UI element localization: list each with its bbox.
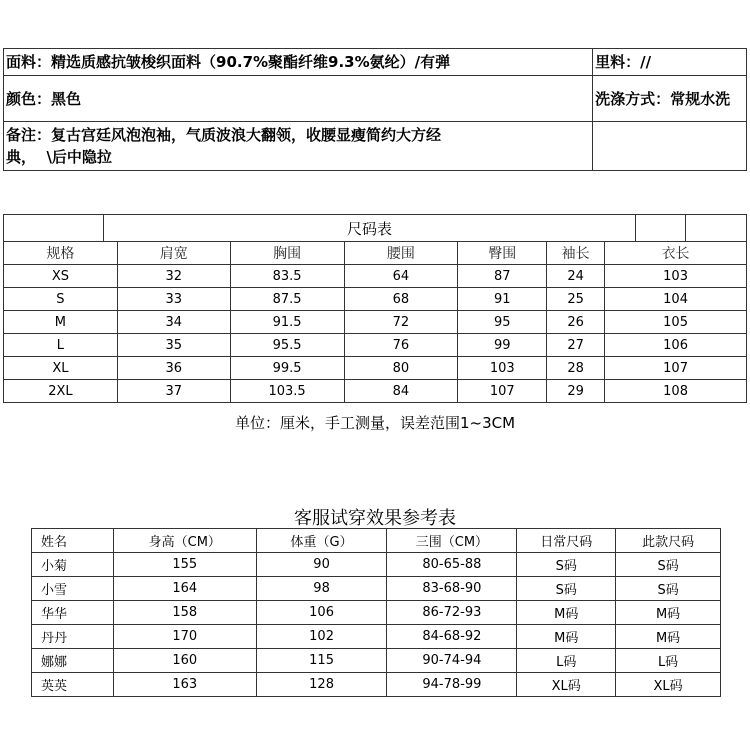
size-cell: 80 xyxy=(344,357,458,380)
fit-cell: 小菊 xyxy=(32,553,114,577)
fit-cell: 94-78-99 xyxy=(387,673,517,697)
remark-cell xyxy=(4,122,593,171)
size-header-cell: 腰围 xyxy=(344,242,458,265)
fit-cell: 86-72-93 xyxy=(387,601,517,625)
size-body xyxy=(4,265,747,403)
size-cell: 68 xyxy=(344,288,458,311)
fit-cell: 英英 xyxy=(32,673,114,697)
size-cell: 103.5 xyxy=(230,380,344,403)
fit-cell: 80-65-88 xyxy=(387,553,517,577)
remark-line-2: 典， \后中隐拉 xyxy=(6,148,112,166)
size-cell: 91 xyxy=(458,288,547,311)
fit-cell: 163 xyxy=(113,673,256,697)
fit-cell: S码 xyxy=(517,577,616,601)
size-header-cell: 规格 xyxy=(4,242,118,265)
size-cell: 32 xyxy=(117,265,230,288)
size-cell: 2XL xyxy=(4,380,118,403)
size-cell: 99.5 xyxy=(230,357,344,380)
fit-cell: 170 xyxy=(113,625,256,649)
size-cell: XS xyxy=(4,265,118,288)
size-cell: 108 xyxy=(605,380,747,403)
size-cell: 107 xyxy=(605,357,747,380)
size-cell: 76 xyxy=(344,334,458,357)
fit-reference-table xyxy=(31,528,721,697)
size-cell: 103 xyxy=(605,265,747,288)
fit-header-cell: 此款尺码 xyxy=(616,529,721,553)
fit-header-row xyxy=(32,529,721,553)
size-cell: L xyxy=(4,334,118,357)
size-cell: 64 xyxy=(344,265,458,288)
size-header-cell: 袖长 xyxy=(547,242,605,265)
size-cell: 106 xyxy=(605,334,747,357)
size-cell: 34 xyxy=(117,311,230,334)
washing-cell: 洗涤方式：常规水洗 xyxy=(593,76,747,122)
fit-cell: XL码 xyxy=(517,673,616,697)
size-cell: 95 xyxy=(458,311,547,334)
fit-cell: 102 xyxy=(256,625,387,649)
fit-cell: L码 xyxy=(616,649,721,673)
size-row xyxy=(4,357,747,380)
fit-cell: M码 xyxy=(517,601,616,625)
size-cell: 91.5 xyxy=(230,311,344,334)
color-cell: 颜色：黑色 xyxy=(4,76,593,122)
fit-cell: 83-68-90 xyxy=(387,577,517,601)
size-header-cell: 衣长 xyxy=(605,242,747,265)
fit-row xyxy=(32,553,721,577)
fit-cell: M码 xyxy=(517,625,616,649)
size-cell: 87 xyxy=(458,265,547,288)
size-header-row xyxy=(4,242,747,265)
fit-cell: S码 xyxy=(616,553,721,577)
size-title-blank-end xyxy=(686,215,747,242)
fit-cell: 90 xyxy=(256,553,387,577)
fit-cell: 115 xyxy=(256,649,387,673)
fit-cell: 华华 xyxy=(32,601,114,625)
size-cell: 83.5 xyxy=(230,265,344,288)
measurement-note: 单位：厘米，手工测量，误差范围1~3CM xyxy=(234,414,516,432)
fit-cell: L码 xyxy=(517,649,616,673)
fit-header-cell: 体重（G） xyxy=(256,529,387,553)
fit-row xyxy=(32,601,721,625)
fit-cell: S码 xyxy=(616,577,721,601)
size-chart-table xyxy=(3,214,747,403)
size-cell: 84 xyxy=(344,380,458,403)
fit-cell: 164 xyxy=(113,577,256,601)
size-title-blank-left xyxy=(4,215,104,242)
size-cell: 37 xyxy=(117,380,230,403)
size-cell: 29 xyxy=(547,380,605,403)
fit-cell: S码 xyxy=(517,553,616,577)
fit-row xyxy=(32,625,721,649)
fit-body xyxy=(32,553,721,697)
fit-row xyxy=(32,649,721,673)
size-chart-title: 尺码表 xyxy=(103,215,635,242)
size-cell: 35 xyxy=(117,334,230,357)
size-cell: 25 xyxy=(547,288,605,311)
size-cell: 26 xyxy=(547,311,605,334)
fit-cell: 128 xyxy=(256,673,387,697)
size-cell: 99 xyxy=(458,334,547,357)
size-row xyxy=(4,265,747,288)
fit-cell: 106 xyxy=(256,601,387,625)
size-cell: 72 xyxy=(344,311,458,334)
fit-cell: 丹丹 xyxy=(32,625,114,649)
fit-header-cell: 身高（CM） xyxy=(113,529,256,553)
size-cell: 24 xyxy=(547,265,605,288)
size-cell: 27 xyxy=(547,334,605,357)
fit-cell: M码 xyxy=(616,601,721,625)
size-cell: M xyxy=(4,311,118,334)
fit-row xyxy=(32,673,721,697)
fabric-cell: 面料：精选质感抗皱梭织面料（90.7%聚酯纤维9.3%氨纶）/有弹 xyxy=(4,49,593,76)
size-cell: 28 xyxy=(547,357,605,380)
size-cell: 95.5 xyxy=(230,334,344,357)
fit-cell: M码 xyxy=(616,625,721,649)
size-row xyxy=(4,334,747,357)
fit-cell: 90-74-94 xyxy=(387,649,517,673)
fit-cell: 155 xyxy=(113,553,256,577)
size-cell: 36 xyxy=(117,357,230,380)
fit-header-cell: 三围（CM） xyxy=(387,529,517,553)
size-cell: S xyxy=(4,288,118,311)
fit-header-cell: 日常尺码 xyxy=(517,529,616,553)
fit-cell: 158 xyxy=(113,601,256,625)
fit-table-title: 客服试穿效果参考表 xyxy=(294,508,456,529)
fit-row xyxy=(32,577,721,601)
size-header-cell: 肩宽 xyxy=(117,242,230,265)
fit-cell: XL码 xyxy=(616,673,721,697)
fit-cell: 84-68-92 xyxy=(387,625,517,649)
size-cell: XL xyxy=(4,357,118,380)
size-cell: 107 xyxy=(458,380,547,403)
fit-cell: 娜娜 xyxy=(32,649,114,673)
fit-header-cell: 姓名 xyxy=(32,529,114,553)
remark-line-1: 备注：复古宫廷风泡泡袖，气质波浪大翻领，收腰显瘦简约大方经 xyxy=(6,126,442,144)
size-cell: 33 xyxy=(117,288,230,311)
size-cell: 103 xyxy=(458,357,547,380)
size-cell: 104 xyxy=(605,288,747,311)
size-row xyxy=(4,380,747,403)
empty-cell xyxy=(593,122,747,171)
size-title-blank-right xyxy=(636,215,686,242)
size-header-cell: 臀围 xyxy=(458,242,547,265)
size-header-cell: 胸围 xyxy=(230,242,344,265)
fit-cell: 160 xyxy=(113,649,256,673)
fit-cell: 98 xyxy=(256,577,387,601)
fit-cell: 小雪 xyxy=(32,577,114,601)
size-cell: 87.5 xyxy=(230,288,344,311)
size-row xyxy=(4,311,747,334)
lining-cell: 里料：// xyxy=(593,49,747,76)
size-cell: 105 xyxy=(605,311,747,334)
product-info-table xyxy=(3,48,747,171)
size-row xyxy=(4,288,747,311)
